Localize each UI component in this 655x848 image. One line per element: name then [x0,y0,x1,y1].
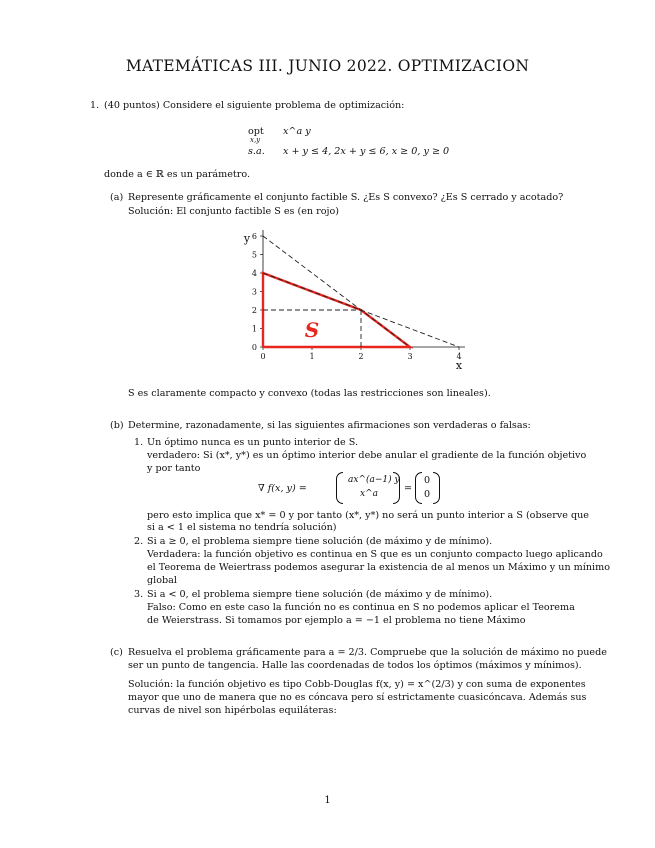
objective: x^a y [283,126,311,137]
part-c-question-2: ser un punto de tangencia. Halle las coordenadas de todos los óptimos (máximos y mínimos). [128,660,582,671]
item2-statement: Si a ≥ 0, el problema siempre tiene solución (de máximo y de mínimo). [147,536,493,547]
zero-bottom: 0 [424,489,431,500]
left-paren [336,472,343,504]
constraints: x + y ≤ 4, 2x + y ≤ 6, x ≥ 0, y ≥ 0 [283,146,450,157]
series-2x-y-6 [263,236,410,347]
x-tick-label: 1 [309,352,315,361]
item1-statement: Un óptimo nunca es un punto interior de S. [147,437,358,448]
right-paren-2 [433,472,440,504]
item1-number: 1. [134,437,144,448]
y-axis-label: y [243,232,251,245]
part-c-question-1: Resuelva el problema gráficamente para a = 2/3. Compruebe que la solución de máximo no puede [128,647,607,658]
part-c-solution-2: mayor que uno de manera que no es cóncava pero sí estrictamente cuasicóncava. Además sus [128,692,587,703]
problem-number: 1. [90,100,100,111]
part-a-conclusion: S es claramente compacto y convexo (todas las restricciones son lineales). [128,388,491,399]
opt-label: opt [248,126,264,137]
x-tick-label: 2 [358,352,364,361]
item3-number: 3. [134,589,144,600]
left-paren-2 [415,472,422,504]
problem-intro: (40 puntos) Considere el siguiente problema de optimización: [104,100,405,111]
item3-answer-1: Falso: Como en este caso la función no es continua en S no podemos aplicar el Teorema [147,602,575,613]
y-tick-label: 4 [251,269,257,278]
x-tick-label: 3 [407,352,413,361]
y-tick-label: 1 [251,324,257,334]
item3-answer-2: de Weierstrass. Si tomamos por ejemplo a = −1 el problema no tiene Máximo [147,615,526,626]
y-tick-label: 3 [251,287,257,297]
opt-sub: x,y [250,136,261,144]
item1-answer-3: pero esto implica que x* = 0 y por tanto (x*, y*) no será un punto interior a S (observe que [147,510,589,521]
zero-top: 0 [424,475,431,486]
part-b-question: Determine, razonadamente, si las siguientes afirmaciones son verdaderas o falsas: [128,420,531,431]
x-tick-label: 4 [456,352,462,361]
part-b-label: (b) [110,420,124,431]
item2-answer-3: global [147,575,177,586]
st-label: s.a. [248,146,265,157]
item1-answer-1: verdadero: Si (x*, y*) es un óptimo interior debe anular el gradiente de la función objetivo [147,450,587,461]
part-c-solution-1: Solución: la función objetivo es tipo Cobb-Douglas f(x, y) = x^(2/3) y con suma de exponentes [128,679,586,690]
part-c-label: (c) [110,647,123,658]
part-c-solution-3: curvas de nivel son hipérbolas equiláteras: [128,705,337,716]
part-a-solution: Solución: El conjunto factible S es (en rojo) [128,206,340,217]
x-axis-label: x [455,359,463,372]
y-tick-label: 0 [251,343,257,352]
page-number: 1 [324,795,331,806]
right-paren [393,472,400,504]
item3-statement: Si a < 0, el problema siempre tiene solución (de máximo y de mínimo). [147,589,493,600]
item2-number: 2. [134,536,144,547]
feasible-set-chart [235,225,475,375]
part-a-label: (a) [110,192,124,203]
y-tick-label: 6 [251,232,257,241]
gradient-bottom: x^a [360,489,378,499]
x-tick-label: 0 [260,352,266,361]
y-tick-label: 2 [251,306,257,315]
item2-answer-1: Verdadera: la función objetivo es continua en S que es un conjunto compacto luego aplicando [147,549,603,560]
item1-answer-2: y por tanto [147,463,201,474]
region-label: S [304,317,320,342]
y-tick-label: 5 [251,250,257,260]
gradient-lhs: ∇ f(x, y) = [258,483,307,494]
item2-answer-2: el Teorema de Weiertrass podemos asegurar la existencia de al menos un Máximo y un mínimo [147,562,610,573]
item1-answer-4: si a < 1 el sistema no tendría solución) [147,522,337,533]
part-a-question: Represente gráficamente el conjunto factible S. ¿Es S convexo? ¿Es S cerrado y acotado? [128,192,564,203]
page-title: MATEMÁTICAS III. JUNIO 2022. OPTIMIZACION [125,57,530,75]
gradient-top: ax^(a−1) y [348,475,400,485]
param-note: donde a ∈ ℝ es un parámetro. [104,169,251,180]
